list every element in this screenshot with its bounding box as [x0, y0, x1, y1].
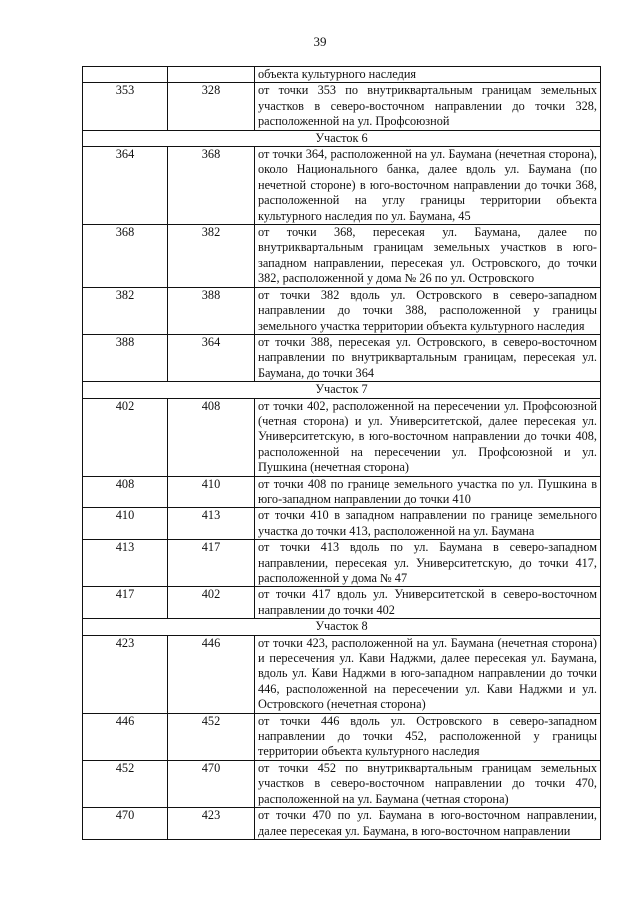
- table-row: [83, 476, 601, 508]
- to-point-cell: 382: [168, 225, 255, 288]
- table-row: [83, 508, 601, 540]
- from-point-cell: 446: [83, 713, 168, 760]
- table-row: [83, 808, 601, 840]
- from-point-cell: 417: [83, 587, 168, 619]
- route-description-cell: от точки 423, расположенной на ул. Баумана (нечетная сторона) и пересечения ул. Кави Наджми, далее пересекая ул. Баумана, вдоль ул. Кави Наджми в юго-западном направлении до точки 446, расположенной на пересечении ул. Кави Наджми и ул. Островского (нечетная сторона): [255, 635, 601, 713]
- to-point-cell: 470: [168, 760, 255, 807]
- route-description-cell: от точки 417 вдоль ул. Университетской в северо-восточном направлении до точки 402: [255, 587, 601, 619]
- table-row: [83, 398, 601, 476]
- to-point-cell: 452: [168, 713, 255, 760]
- from-point-cell: 388: [83, 334, 168, 381]
- route-description-cell: от точки 410 в западном направлении по границе земельного участка до точки 413, расположенной на ул. Баумана: [255, 508, 601, 540]
- route-description-cell: объекта культурного наследия: [255, 67, 601, 83]
- from-point-cell: 408: [83, 476, 168, 508]
- from-point-cell: 423: [83, 635, 168, 713]
- to-point-cell: 328: [168, 83, 255, 130]
- table-row: [83, 334, 601, 381]
- from-point-cell: [83, 67, 168, 83]
- route-description-cell: от точки 408 по границе земельного участка по ул. Пушкина в юго-западном направлении до точки 410: [255, 476, 601, 508]
- route-description-cell: от точки 368, пересекая ул. Баумана, далее по внутриквартальным границам земельных участков в юго-западном направлении, пересекая ул. Островского, до точки 382, расположенной у дома № 26 по ул. Островского: [255, 225, 601, 288]
- to-point-cell: 446: [168, 635, 255, 713]
- section-title: Участок 7: [83, 382, 601, 398]
- table-row: [83, 225, 601, 288]
- table-row: [83, 587, 601, 619]
- to-point-cell: 423: [168, 808, 255, 840]
- from-point-cell: 382: [83, 287, 168, 334]
- from-point-cell: 413: [83, 540, 168, 587]
- boundary-table-body: [83, 67, 601, 840]
- route-description-cell: от точки 413 вдоль по ул. Баумана в северо-западном направлении, пересекая ул. Университетскую, до точки 417, расположенной у дома № 47: [255, 540, 601, 587]
- to-point-cell: [168, 67, 255, 83]
- to-point-cell: 368: [168, 147, 255, 225]
- table-row: [83, 540, 601, 587]
- boundary-table: [82, 66, 601, 840]
- table-row: [83, 760, 601, 807]
- table-row: [83, 67, 601, 83]
- from-point-cell: 410: [83, 508, 168, 540]
- section-title: Участок 6: [83, 130, 601, 146]
- to-point-cell: 402: [168, 587, 255, 619]
- route-description-cell: от точки 402, расположенной на пересечении ул. Профсоюзной (четная сторона) и ул. Университетской, далее пересекая ул. Университетскую, в юго-восточном направлении до точки 408, расположенной на пересечении ул. Профсоюзной и ул. Пушкина (нечетная сторона): [255, 398, 601, 476]
- to-point-cell: 408: [168, 398, 255, 476]
- table-row: [83, 83, 601, 130]
- table-row: [83, 287, 601, 334]
- page-number: 39: [313, 34, 327, 49]
- to-point-cell: 388: [168, 287, 255, 334]
- route-description-cell: от точки 470 по ул. Баумана в юго-восточном направлении, далее пересекая ул. Баумана, в юго-восточном направлении: [255, 808, 601, 840]
- section-header-row: [83, 619, 601, 635]
- route-description-cell: от точки 353 по внутриквартальным границам земельных участков в северо-восточном направлении до точки 328, расположенной на ул. Профсоюзной: [255, 83, 601, 130]
- to-point-cell: 410: [168, 476, 255, 508]
- from-point-cell: 368: [83, 225, 168, 288]
- table-row: [83, 635, 601, 713]
- route-description-cell: от точки 446 вдоль ул. Островского в северо-западном направлении до точки 452, расположенной у границы территории объекта культурного наследия: [255, 713, 601, 760]
- from-point-cell: 470: [83, 808, 168, 840]
- from-point-cell: 364: [83, 147, 168, 225]
- to-point-cell: 413: [168, 508, 255, 540]
- section-header-row: [83, 382, 601, 398]
- from-point-cell: 402: [83, 398, 168, 476]
- route-description-cell: от точки 388, пересекая ул. Островского, в северо-восточном направлении по внутриквартальным границам, пересекая ул. Баумана, до точки 364: [255, 334, 601, 381]
- route-description-cell: от точки 364, расположенной на ул. Баумана (нечетная сторона), около Национального банка, далее вдоль ул. Баумана (по нечетной стороне) в юго-восточном направлении до точки 368, расположенной на углу границы территории объекта культурного наследия по ул. Баумана, 45: [255, 147, 601, 225]
- route-description-cell: от точки 382 вдоль ул. Островского в северо-западном направлении до точки 388, расположенной у границы земельного участка территории объекта культурного наследия: [255, 287, 601, 334]
- table-row: [83, 713, 601, 760]
- table-row: [83, 147, 601, 225]
- section-title: Участок 8: [83, 619, 601, 635]
- from-point-cell: 452: [83, 760, 168, 807]
- route-description-cell: от точки 452 по внутриквартальным границам земельных участков в северо-восточном направлении до точки 470, расположенной на ул. Баумана (четная сторона): [255, 760, 601, 807]
- to-point-cell: 364: [168, 334, 255, 381]
- to-point-cell: 417: [168, 540, 255, 587]
- section-header-row: [83, 130, 601, 146]
- from-point-cell: 353: [83, 83, 168, 130]
